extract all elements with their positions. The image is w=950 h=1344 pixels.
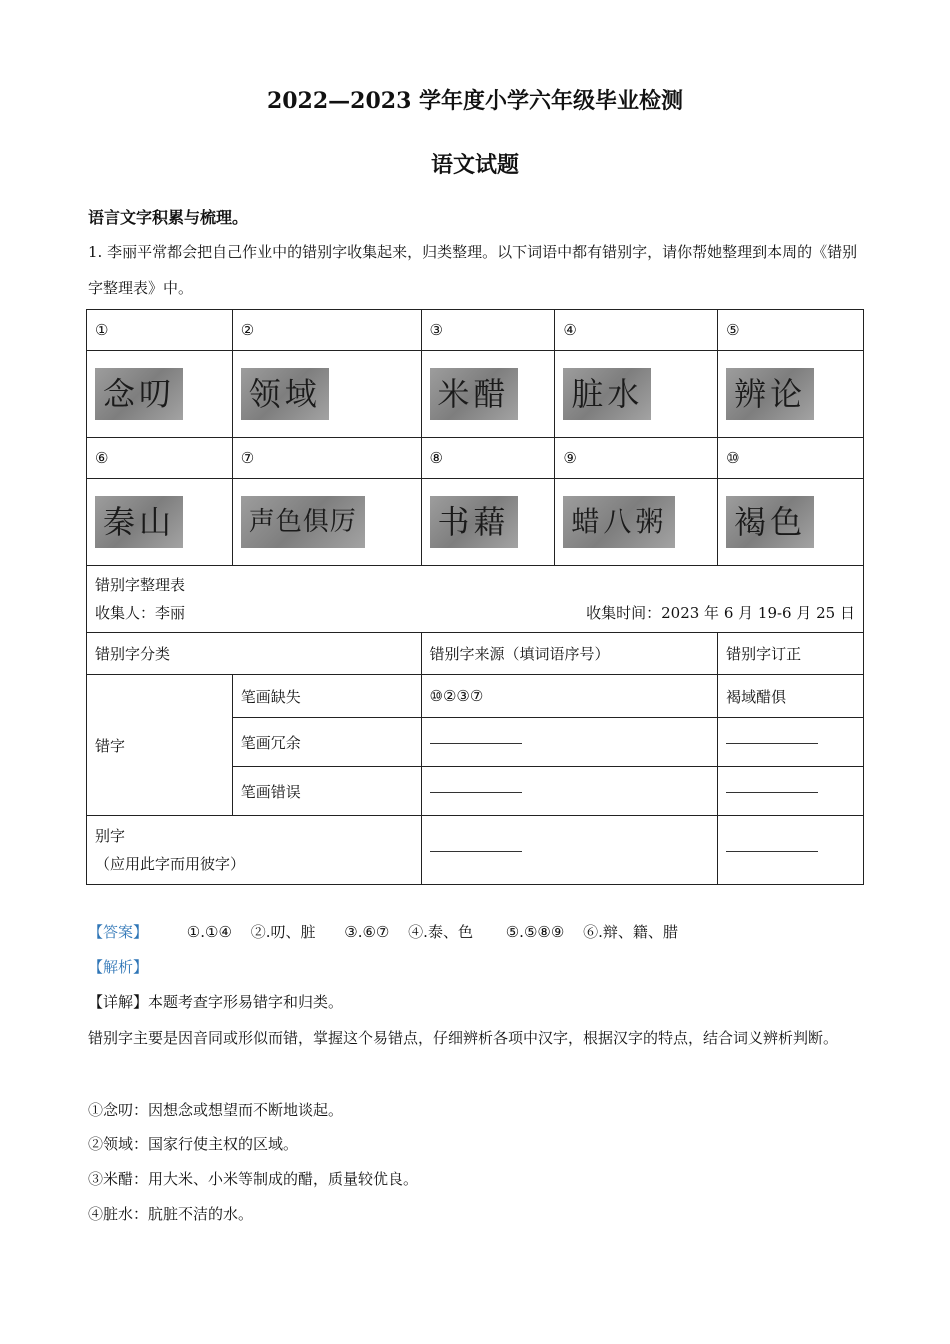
answer-item: ⑤.⑤⑧⑨ [505,923,565,941]
answer-line [88,918,678,946]
handwriting-image: 声色俱厉 [241,496,365,548]
sheet-name: 错别字整理表 [95,576,186,594]
handwriting-row-2 [87,479,864,566]
exam-title: 2022—2023 学年度小学六年级毕业检测 [266,88,684,114]
cuozi-label: 错字 [87,675,233,816]
num-cell: ④ [555,310,718,351]
handwriting-image: 米醋 [430,368,518,420]
blank-line[interactable] [726,791,818,793]
note-item: ④脏水：肮脏不洁的水。 [88,1205,254,1223]
handwriting-image: 脏水 [563,368,651,420]
num-cell: ⑤ [718,310,864,351]
row-biezi [87,816,864,885]
row-missing-stroke [87,675,864,718]
number-row-2 [87,438,864,479]
sheet-header-row [87,566,864,633]
num-cell: ② [232,310,421,351]
row-label: 笔画冗余 [232,718,421,767]
handwriting-image: 蜡八粥 [563,496,675,548]
fix-cell: 褐域醋俱 [718,675,864,718]
blank-line[interactable] [430,850,522,852]
row-label: 笔画错误 [232,767,421,816]
handwriting-image: 辨论 [726,368,814,420]
num-cell: ⑨ [555,438,718,479]
column-header-row [87,633,864,675]
note-item: ③米醋：用大米、小米等制成的醋，质量较优良。 [88,1170,419,1188]
blank-line[interactable] [726,742,818,744]
detail-text: 【详解】本题考查字形易错字和归类。 [88,993,344,1011]
words-table [86,309,864,885]
col-category: 错别字分类 [87,633,422,675]
num-cell: ⑦ [232,438,421,479]
blank-line[interactable] [726,850,818,852]
num-cell: ① [87,310,233,351]
explain-text: 错别字主要是因音同或形似而错，掌握这个易错点，仔细辨析各项中汉字，根据汉字的特点，结合词义辨析判断。 [88,1029,839,1047]
answer-item: ③.⑥⑦ [344,923,390,941]
num-cell: ⑩ [718,438,864,479]
row-label: 笔画缺失 [232,675,421,718]
note-item: ①念叨：因想念或想望而不断地谈起。 [88,1101,344,1119]
exam-subtitle: 语文试题 [430,152,519,178]
num-cell: ⑧ [421,438,555,479]
question-1: 1. 李丽平常都会把自己作业中的错别字收集起来，归类整理。以下词语中都有错别字，请你帮她整理到本周的《错别字整理表》中。 [88,243,858,297]
blank-line[interactable] [430,742,522,744]
number-row-1 [87,310,864,351]
handwriting-image: 书藉 [430,496,518,548]
num-cell: ③ [421,310,555,351]
handwriting-image: 念叨 [95,368,183,420]
blank-line[interactable] [430,791,522,793]
handwriting-image: 领域 [241,368,329,420]
note-item: ②领域：国家行使主权的区域。 [88,1135,299,1153]
answer-item: ⑥.辩、籍、腊 [583,923,678,941]
answer-item: ②.叨、脏 [250,923,316,941]
analysis-tag: 【解析】 [88,958,149,976]
num-cell: ⑥ [87,438,233,479]
handwriting-row-1 [87,351,864,438]
answer-tag: 【答案】 [88,923,149,941]
col-source: 错别字来源（填词语序号） [421,633,718,675]
biezi-label: 别字 [95,827,126,845]
biezi-note: （应用此字而用彼字） [95,855,246,873]
answer-item: ④.泰、色 [408,923,473,941]
source-cell: ⑩②③⑦ [421,675,718,718]
section-heading: 语言文字积累与梳理。 [88,208,249,227]
handwriting-image: 褐色 [726,496,814,548]
handwriting-image: 秦山 [95,496,183,548]
col-fix: 错别字订正 [718,633,864,675]
answer-item: ①.①④ [186,923,232,941]
collect-time: 收集时间：2023 年 6 月 19-6 月 25 日 [586,604,855,622]
collector: 收集人：李丽 [95,604,186,622]
